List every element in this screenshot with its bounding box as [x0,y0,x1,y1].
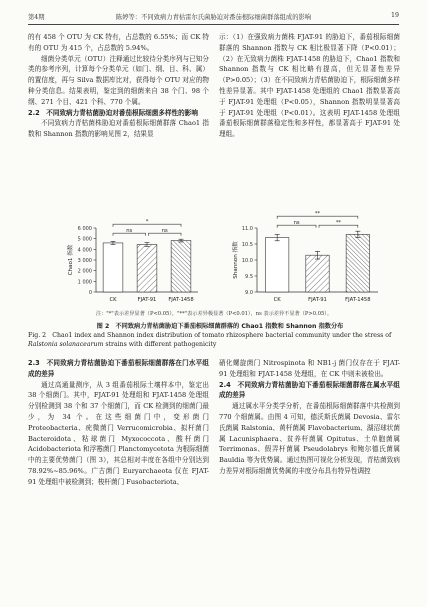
chart-1 [66,219,198,303]
y-tick-label: 10.5 [241,242,253,248]
paragraph: 硝化螺旋菌门 Nitrospinota 和 NB1-j 菌门仅存在于 FJAT-91 处理组和 FJAT-1458 处理组，在 CK 中则未被检出。 [219,359,400,378]
y-tick-label: 0 [88,290,92,296]
x-tick-label: CK [273,297,281,303]
bar [265,238,288,292]
paragraph: 不同致病力青枯菌株胁迫对番茄根际细菌群落 Chao1 指数和 Shannon 指数的影响见图 2，结果显 [28,119,209,139]
x-tick-label: FJAT-1458 [345,297,371,303]
section-heading-2-3: 2.3 不同致病力青枯菌胁迫下番茄根际细菌群落在门水平组成的差异 [28,359,209,378]
figure-caption-en [28,331,400,349]
y-tick-label: 4 000 [77,247,92,254]
y-tick-label: 10.0 [241,258,253,264]
x-tick-label: FJAT-91 [137,297,157,303]
y-tick-label: 9.0 [245,290,253,296]
significance-label: ns [126,227,133,234]
y-tick-label: 1 000 [77,279,92,286]
paragraph: 通过高通量测序，从 3 组番茄根际土壤样本中，鉴定出 38 个细菌门。其中，FJAT-91 处理组和 FJAT-1458 处理组分别检测到 38 个和 37 个细菌门，而 CK 检测到的细菌门最少，为 34 个。在这些细菌门中，变形菌门 Proteobacteria、疣微菌门 Verrucomicrobia、拟杆菌门 Bacteroidota、粘球菌门 Myxococcota、酸杆菌门 Acidobacteriota 和浮霉菌门 Planctomycetota 为根际细菌中的主要优势菌门（图 3），其总相对丰度在各组中分别达到 78.92%~85.96%。广古菌门 Euryarchaeota 仅在 FJAT-91 处理组中被检测到；梭杆菌门 Fusobacteriota、 [28,380,209,486]
significance-label: ** [314,210,321,217]
x-tick-label: FJAT-91 [308,297,327,303]
y-tick-label: 3 000 [77,258,92,264]
bar [137,245,157,292]
caption-en-part: strains with different pathogenicity [105,341,217,348]
issue-label: 第4期 [28,14,45,21]
bar [171,241,191,292]
y-tick-label: 11.0 [241,226,253,232]
bar [103,243,123,292]
running-title: 陈婷等：不同致病力青枯雷尔氏菌胁迫对番茄根际细菌群落组成的影响 [115,14,312,21]
x-tick-label: CK [109,297,117,303]
significance-label: ** [335,219,342,226]
paragraph: 通过属水平分类学分析，在番茄根际细菌群落中共检测到 770 个细菌属。由图 4 可知，德沃斯氏菌属 Devosia、雷尔氏菌属 Ralstonia、黄杆菌属 Flavobacterium、湖沼球状菌属 Lacunisphaera、贫养杆菌属 Opitutus、土单胞菌属 Terrimonas、假弄杆菌属 Pseudolabrys 和鲍尔德氏菌属 Bauldia 等为优势属。通过热图可视化分析发现，青枯菌致病力差异对根际细菌优势属的丰度分布具有特异性调控 [219,402,400,475]
significance-label: ns [293,219,300,226]
figure-caption-cn: 图 2 不同致病力青枯菌胁迫下番茄根际细菌群落的 Chao1 指数和 Shannon 指数分布 [96,323,344,330]
paragraph: 细菌分类单元（OTU）注释通过比较待分类序列与已知分类的参考序列，计算每个分类单元（如门、纲、目、科、属）的置信度，再与 Silva 数据库比对，获得每个 OTU 对应的物种分类信息。结果表明，鉴定到的细菌来自 38 个门、98 个纲、271 个目、421 个科、770 个属。 [28,54,209,106]
section-heading-2-2: 2.2 不同致病力青枯菌胁迫对番茄根际细菌多样性的影响 [28,108,198,117]
caption-en-part: Fig. 2 Chao1 index and Shannon index distribution of tomato rhizosphere bacterial community under the stress of [28,332,392,339]
y-axis-label: Shannon 指数 [233,241,239,279]
y-axis-label: Chao1 指数 [68,244,74,276]
paragraph: 示：（1）在强致病力菌株 FJAT-91 的胁迫下，番茄根际细菌群落的 Shannon 指数与 CK 相比极显著下降（P<0.01）；（2）在无致病力菌株 FJAT-1458 的胁迫下，Chao1 指数和 Shannon 指数与 CK 相比略有提高，但无显著性差异（P>0.05）；（3）在不同致病力青枯菌胁迫下，根际细菌多样性差异显著。其中 FJAT-1458 处理组的 Chao1 指数显著高于 FJAT-91 处理组（P<0.05），Shannon 指数明显显著高于 FJAT-91 处理组（P<0.01）。这表明 FJAT-1458 处理组番茄根际细菌群落稳定性和多样性，都显著高于 FJAT-91 处理组。 [219,33,400,139]
y-tick-label: 6 000 [77,226,92,232]
text-column-bottom-right [219,358,400,477]
significance-label: ns [161,227,168,234]
chart-2 [231,211,378,303]
figure-note: 注："*"表示差异显著（P<0.05），"**"表示差异极显著（P<0.01），ns 表示差异不显著（P>0.05）。 [95,311,333,317]
bar [306,255,329,292]
y-tick-label: 2 000 [77,268,92,275]
text-column-bottom-left [28,358,209,488]
bar [346,234,369,292]
x-tick-label: FJAT-1458 [168,297,194,303]
paragraph: 的有 458 个 OTU 为 CK 特有，占总数的 6.55%；而 CK 特有的 OTU 为 415 个，占总数的 5.94%。 [28,33,209,52]
page-number: 19 [390,12,399,19]
significance-label: * [145,218,149,225]
y-tick-label: 5 000 [77,236,92,243]
caption-en-species: Ralstonia solanacearum [28,341,104,348]
section-heading-2-4: 2.4 不同致病力青枯菌胁迫下番茄根际细菌群落在属水平组成的差异 [219,380,400,400]
y-tick-label: 9.5 [245,274,253,280]
